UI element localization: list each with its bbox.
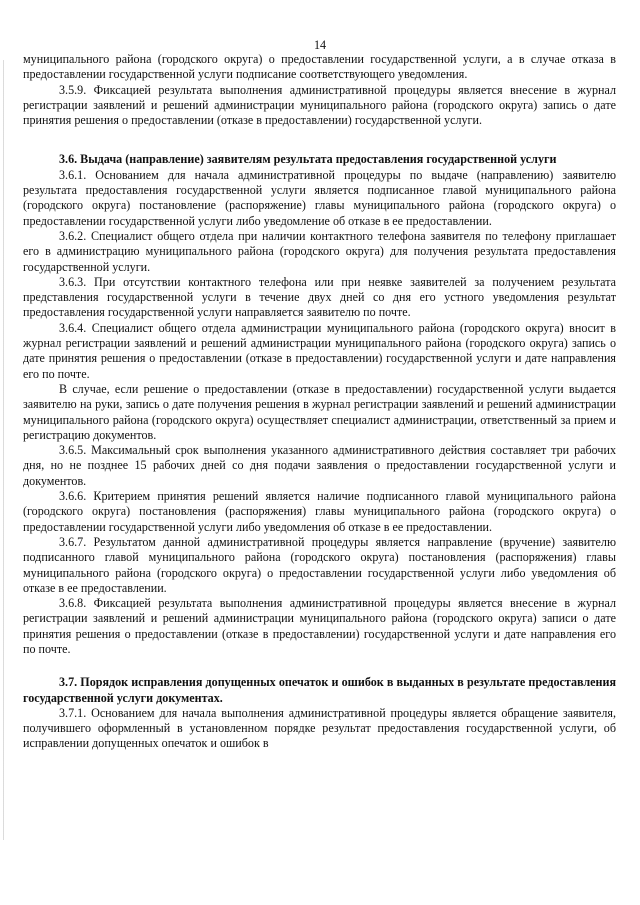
paragraph-3-6-4-case: В случае, если решение о предоставлении (отказе в предоставлении) государственной услуги выдается заявителю на руки, запись о дате получения решения в журнал регистрации заявлений и решений администрации муниципального района (городского округа) осуществляет специалист администрации, ответственный за прием и регистрацию документов. <box>23 381 616 442</box>
section-heading-3-6: 3.6. Выдача (направление) заявителям результата предоставления государственной услуги <box>59 152 557 167</box>
paragraph-3-7-1: 3.7.1. Основанием для начала выполнения административной процедуры является обращение заявителя, получившего оформленный в установленном порядке результат предоставления государственной услуги, об исправлении допущенных опечаток и ошибок в <box>23 705 616 751</box>
paragraph-3-6-7: 3.6.7. Результатом данной административной процедуры является направление (вручение) заявителю подписанного главой муниципального района (городского округа) постановления (распоряжения) главы муниципального района (городского округа) о предоставлении государственной услуги либо уведомления об отказе в ее предоставлении. <box>23 534 616 595</box>
paragraph-3-6-1: 3.6.1. Основанием для начала административной процедуры по выдаче (направлению) заявителю результата предоставления государственной услуги является подписанное главой муниципального района (городского округа) постановление (распоряжение) главы муниципального района (городского округа) о предоставлении государственной услуги либо уведомление об отказе в ее предоставлении. <box>23 167 616 228</box>
paragraph-3-6-5: 3.6.5. Максимальный срок выполнения указанного административного действия составляет три рабочих дня, но не позднее 15 рабочих дней со дня подачи заявления о предоставлении государственной услуги и документов. <box>23 443 616 488</box>
paragraph-continuation: муниципального района (городского округа) о предоставлении государственной услуги, а в случае отказа в предоставлении государственной услуги подписание соответствующего уведомления. <box>23 52 616 82</box>
paragraph-3-6-4: 3.6.4. Специалист общего отдела администрации муниципального района (городского округа) вносит в журнал регистрации заявлений и решений администрации муниципального района (городского округа) запись о дате принятия решения о предоставлении (отказе в предоставлении) государственной услуги и дате направления его по почте. <box>23 320 616 381</box>
scan-edge <box>3 60 4 840</box>
paragraph-3-6-2: 3.6.2. Специалист общего отдела при наличии контактного телефона заявителя по телефону приглашает его в администрацию муниципального района (городского округа) для получения результата предоставления государственной услуги. <box>23 228 616 274</box>
paragraph-3-5-9: 3.5.9. Фиксацией результата выполнения административной процедуры является внесение в журнал регистрации заявлений и решений администрации муниципального района (городского округа) запись о дате принятия решения о предоставлении (отказе в предоставлении) государственной услуги. <box>23 82 616 128</box>
section-heading-3-7: 3.7. Порядок исправления допущенных опечаток и ошибок в выданных в результате предоставления государственной услуги документах. <box>23 675 616 705</box>
document-body <box>23 52 616 752</box>
paragraph-3-6-8: 3.6.8. Фиксацией результата выполнения административной процедуры является внесение в журнал регистрации заявлений и решений администрации муниципального района (городского округа) записи о дате принятия решения о предоставлении (отказе в предоставлении) государственной услуги и дате направления его по почте. <box>23 596 616 656</box>
page-number: 14 <box>313 38 327 52</box>
paragraph-3-6-6: 3.6.6. Критерием принятия решений является наличие подписанного главой муниципального района (городского округа) постановления (распоряжения) главы муниципального района (городского округа) о предоставлении государственной услуги либо уведомления об отказе в ее предоставлении. <box>23 489 616 534</box>
paragraph-3-6-3: 3.6.3. При отсутствии контактного телефона или при неявке заявителей за получением результата представления государственной услуги в течение двух дней со дня его устного уведомления результат предоставления государственной услуги направляется заявителю по почте. <box>23 274 616 320</box>
